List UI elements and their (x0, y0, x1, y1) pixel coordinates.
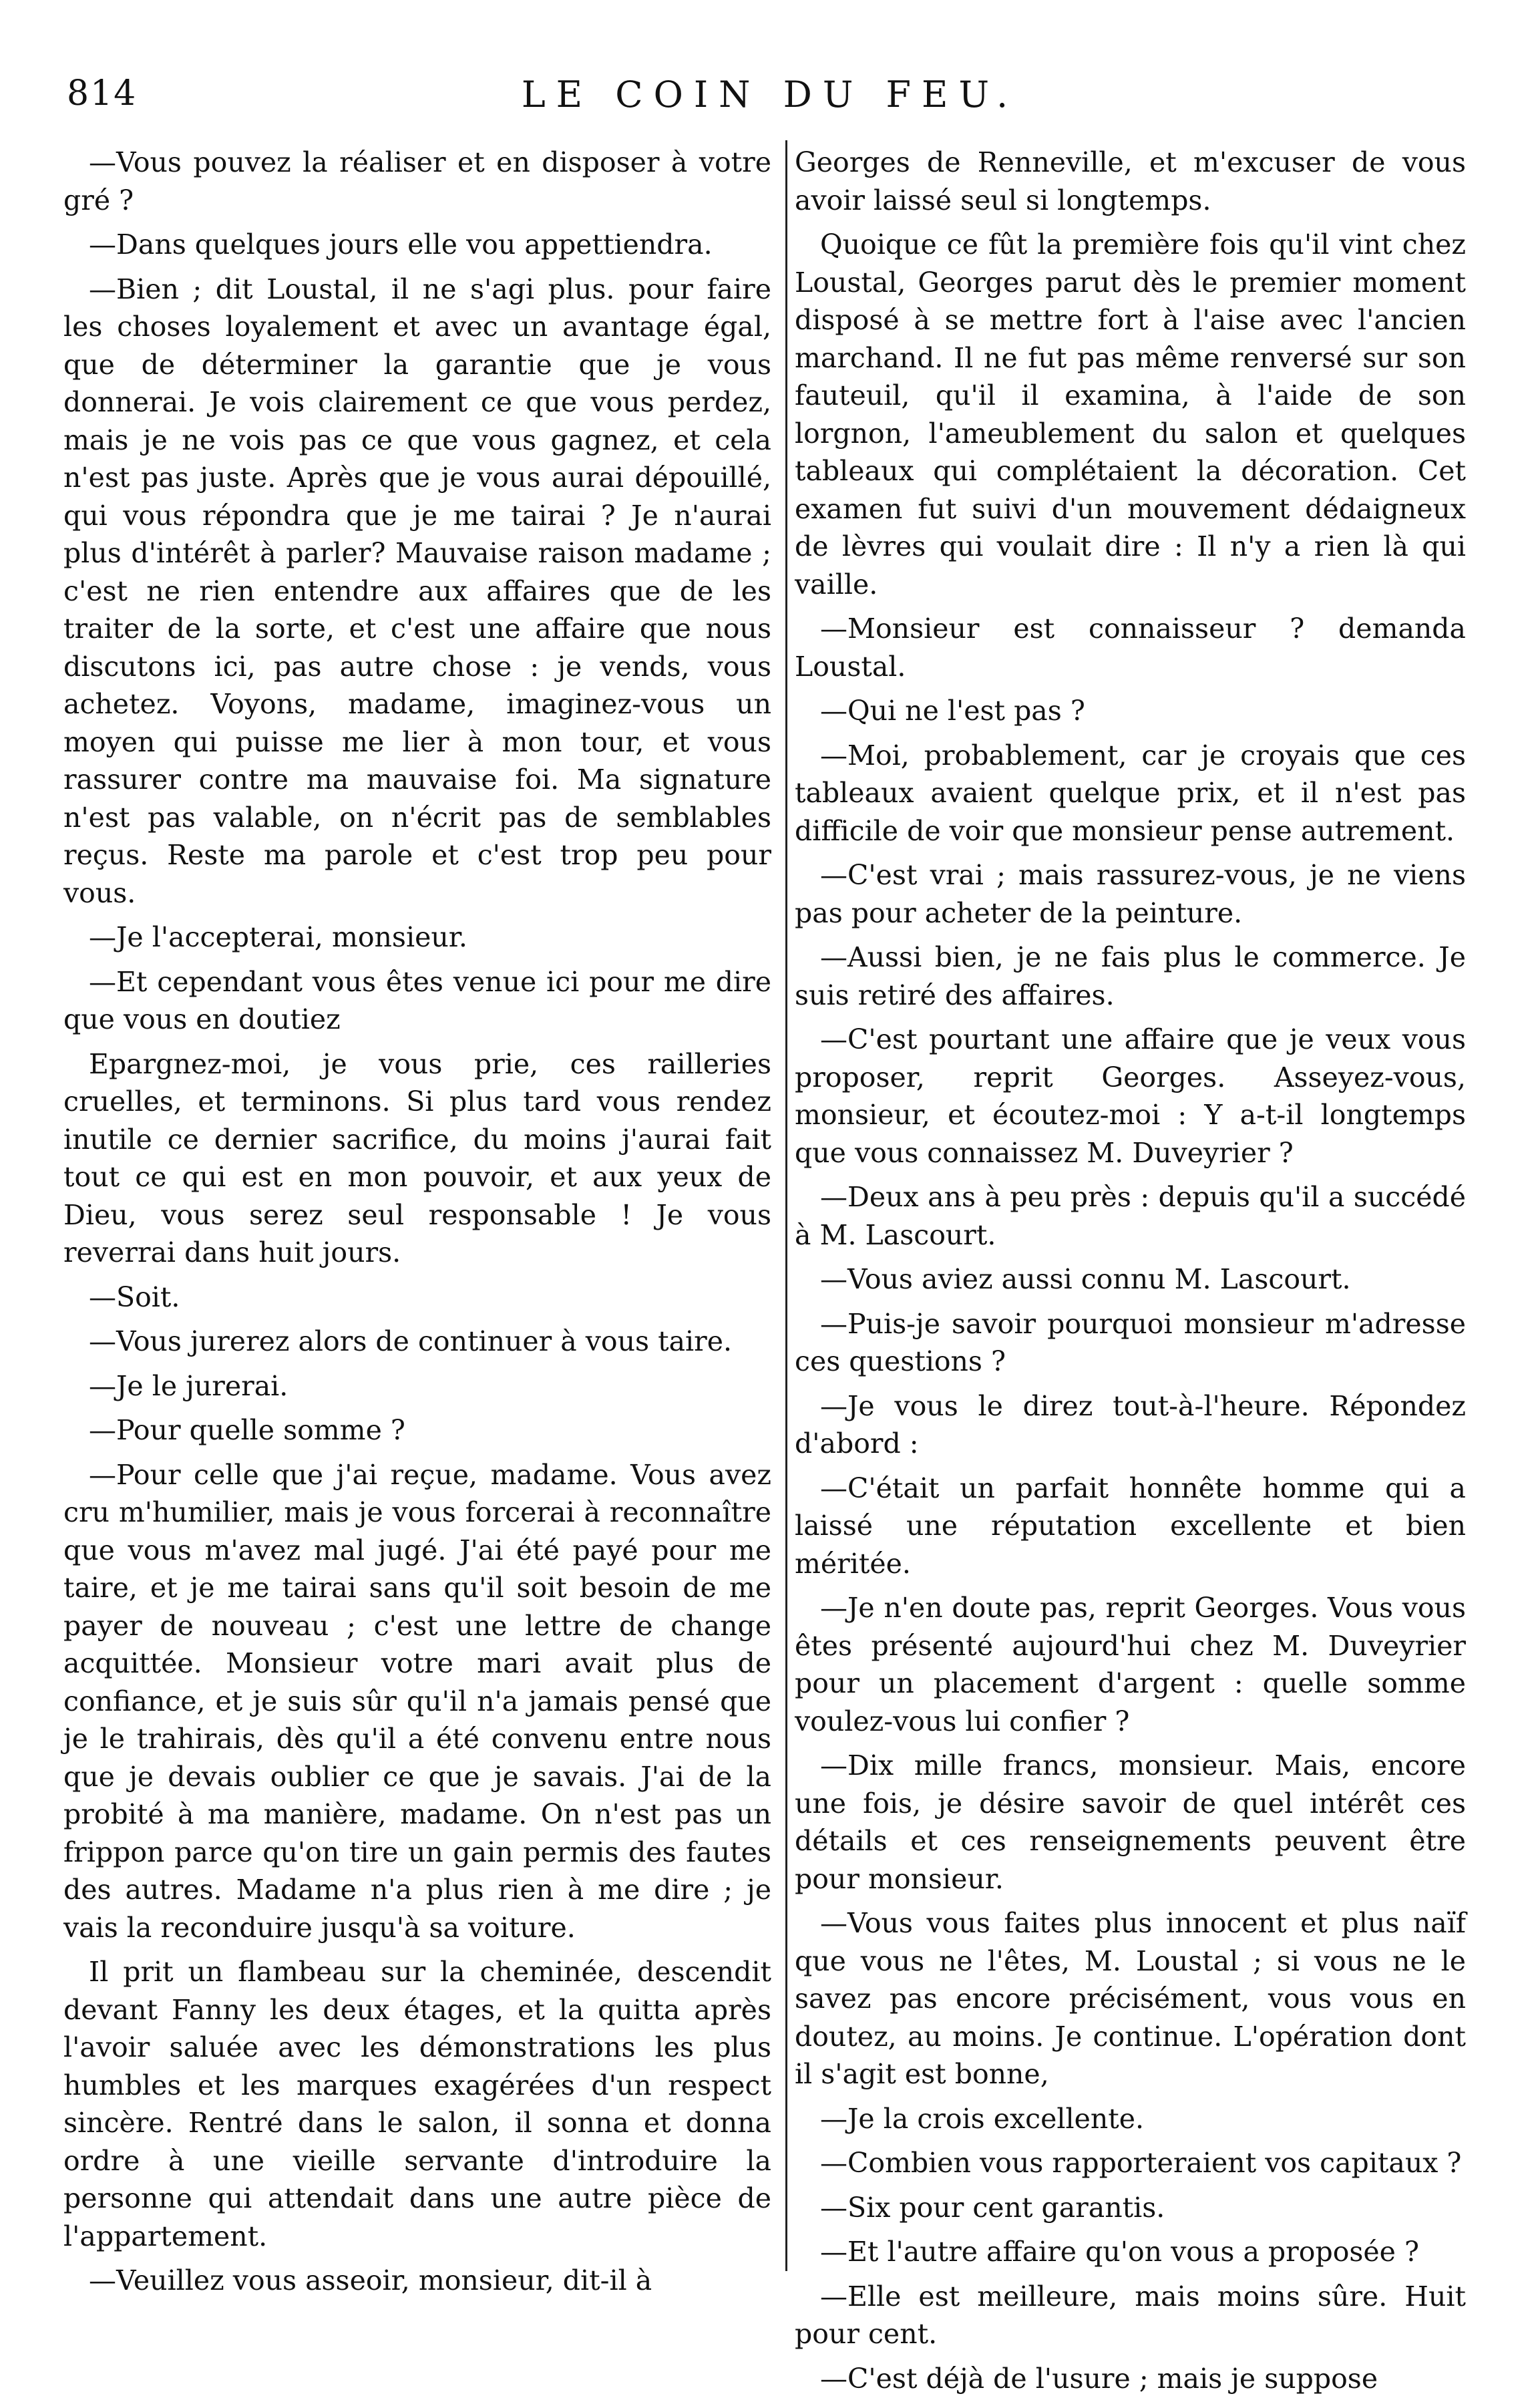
left-column (63, 144, 771, 2306)
paragraph: —Vous jurerez alors de continuer à vous taire. (89, 1325, 733, 1357)
paragraph: —Je vous le direz tout-à-l'heure. Répondez d'abord : (795, 1389, 1466, 1459)
paragraph: —Deux ans à peu près : depuis qu'il a succédé à M. Lascourt. (795, 1181, 1466, 1251)
column-divider (785, 140, 787, 2271)
paragraph: —Je la crois excellente. (820, 2102, 1145, 2135)
paragraph: —Monsieur est connaisseur ? demanda Loustal. (795, 613, 1466, 683)
paragraph: —C'est vrai ; mais rassurez-vous, je ne viens pas pour acheter de la peinture. (795, 859, 1466, 929)
paragraph: —Dix mille francs, monsieur. Mais, encore une fois, je désire savoir de quel intérêt ces détails et ces renseignements peuvent être pour monsieur. (795, 1749, 1466, 1895)
paragraph: —Vous vous faites plus innocent et plus naïf que vous ne l'êtes, M. Loustal ; si vous ne le savez pas encore précisément, vous vous en doutez, au moins. Je continue. L'opération dont il s'agit est bonne, (795, 1907, 1466, 2090)
paragraph: —C'était un parfait honnête homme qui a laissé une réputation excellente et bien méritée. (795, 1472, 1466, 1580)
paragraph: —Combien vous rapporteraient vos capitaux ? (820, 2147, 1462, 2179)
paragraph: —C'est pourtant une affaire que je veux vous proposer, reprit Georges. Asseyez-vous, monsieur, et écoutez-moi : Y a-t-il longtemps que vous connaissez M. Duveyrier ? (795, 1023, 1466, 1169)
running-title: LE COIN DU FEU. (521, 73, 1019, 116)
paragraph: —Moi, probablement, car je croyais que ces tableaux avaient quelque prix, et il n'est pas difficile de voir que monsieur pense autrement. (795, 739, 1466, 847)
page-header (0, 73, 1540, 127)
paragraph: —Puis-je savoir pourquoi monsieur m'adresse ces questions ? (795, 1307, 1466, 1377)
paragraph: —Vous pouvez la réaliser et en disposer à votre gré ? (63, 146, 771, 216)
paragraph: —C'est déjà de l'usure ; mais je suppose (820, 2362, 1378, 2395)
paragraph: —Je n'en doute pas, reprit Georges. Vous vous êtes présenté aujourd'hui chez M. Duveyrier pour un placement d'argent : quelle somme voulez-vous lui confier ? (795, 1592, 1466, 1737)
paragraph: —Bien ; dit Loustal, il ne s'agi plus. pour faire les choses loyalement et avec un avantage égal, que de déterminer la garantie que je vous donnerai. Je vois clairement ce que vous perdez, mais je ne vois pas ce que vous gagnez, et cela n'est pas juste. Après que je vous aurai dépouillé, qui vous répondra que je me tairai ? Je n'aurai plus d'intérêt à parler? Mauvaise raison madame ; c'est ne rien entendre aux affaires que de les traiter de la sorte, et c'est une affaire que nous discutons ici, pas autre chose : je vends, vous achetez. Voyons, madame, imaginez-vous un moyen qui puisse me lier à mon tour, et vous rassurer contre ma mauvaise foi. Ma signature n'est pas valable, on n'écrit pas de semblables reçus. Reste ma parole et c'est trop peu pour vous. (63, 273, 771, 909)
paragraph: Il prit un flambeau sur la cheminée, descendit devant Fanny les deux étages, et la quitta après l'avoir saluée avec les démonstrations les plus humbles et les marques exagérées d'un respect sincère. Rentré dans le salon, il sonna et donna ordre à une vieille servante d'introduire la personne qui attendait dans une autre pièce de l'appartement. (63, 1956, 771, 2252)
paragraph: —Aussi bien, je ne fais plus le commerce. Je suis retiré des affaires. (795, 941, 1466, 1011)
page-number: 814 (67, 73, 138, 114)
paragraph: —Je le jurerai. (89, 1369, 288, 1402)
paragraph: —Elle est meilleure, mais moins sûre. Huit pour cent. (795, 2280, 1466, 2350)
right-column (795, 144, 1466, 2404)
paragraph: —Et cependant vous êtes venue ici pour me dire que vous en doutiez (63, 965, 771, 1035)
paragraph: —Je l'accepterai, monsieur. (89, 921, 467, 953)
paragraph: Georges de Renneville, et m'excuser de vous avoir laissé seul si longtemps. (795, 146, 1466, 216)
paragraph: Quoique ce fût la première fois qu'il vint chez Loustal, Georges parut dès le premier moment disposé à se mettre fort à l'aise avec l'ancien marchand. Il ne fut pas même renversé sur son fauteuil, qu'il il examina, à l'aide de son lorgnon, l'ameublement du salon et quelques tableaux qui complétaient la décoration. Cet examen fut suivi d'un mouvement dédaigneux de lèvres qui voulait dire : Il n'y a rien là qui vaille. (795, 228, 1466, 600)
paragraph: —Six pour cent garantis. (820, 2191, 1165, 2224)
paragraph: —Et l'autre affaire qu'on vous a proposée ? (820, 2236, 1419, 2268)
paragraph: —Qui ne l'est pas ? (820, 695, 1085, 727)
paragraph: —Veuillez vous asseoir, monsieur, dit-il à (89, 2264, 652, 2296)
paragraph: Epargnez-moi, je vous prie, ces railleries cruelles, et terminons. Si plus tard vous rendez inutile ce dernier sacrifice, du moins j'aurai fait tout ce qui est en mon pouvoir, et aux yeux de Dieu, vous serez seul responsable ! Je vous reverrai dans huit jours. (63, 1047, 771, 1268)
paragraph: —Soit. (89, 1280, 180, 1313)
paragraph: —Pour celle que j'ai reçue, madame. Vous avez cru m'humilier, mais je vous forcerai à reconnaître que vous m'avez mal jugé. J'ai été payé pour me taire, et je me tairai sans qu'il soit besoin de me payer de nouveau ; c'est une lettre de change acquittée. Monsieur votre mari avait plus de confiance, et je suis sûr qu'il n'a jamais pensé que je le trahirais, dès qu'il a été convenu entre nous que je devais oublier ce que je savais. J'ai de la probité à ma manière, madame. On n'est pas un frippon parce qu'on tire un gain permis des fautes des autres. Madame n'a plus rien à me dire ; je vais la reconduire jusqu'à sa voiture. (63, 1458, 771, 1944)
paragraph: —Dans quelques jours elle vou appettiendra. (89, 228, 713, 261)
paragraph: —Vous aviez aussi connu M. Lascourt. (820, 1263, 1351, 1295)
paragraph: —Pour quelle somme ? (89, 1414, 405, 1446)
